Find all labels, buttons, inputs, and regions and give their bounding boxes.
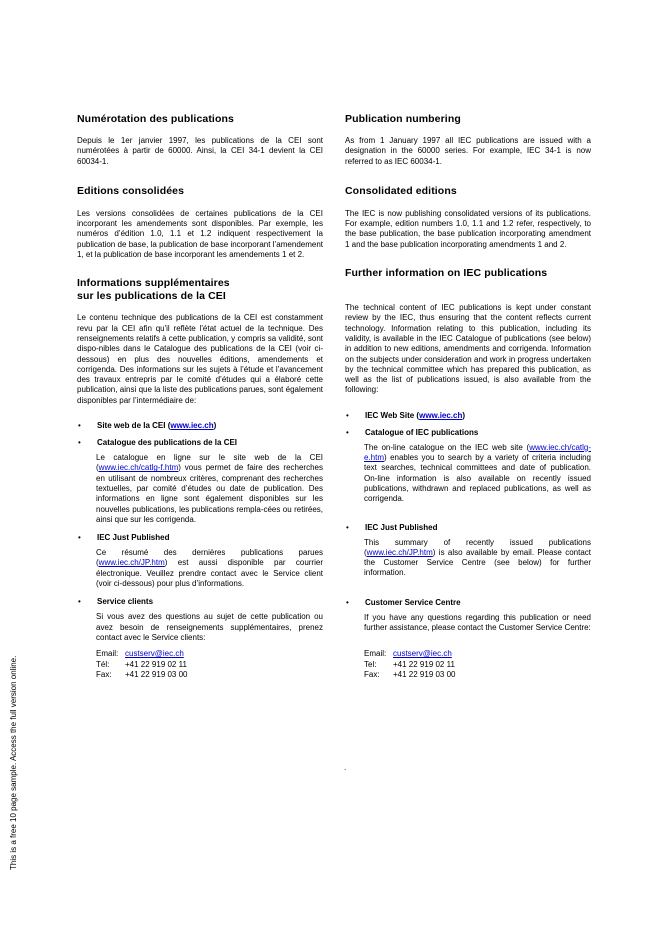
en-numbering-text: As from 1 January 1997 all IEC publications are issued with a designation in the 60000 series. For example, IEC 34-1 is now referred to as IEC 60034-1. xyxy=(345,136,591,166)
en-jp-item xyxy=(345,523,591,533)
bullet-icon: • xyxy=(78,438,81,448)
fr-jp-text xyxy=(77,548,323,589)
fr-further-text: Le contenu technique des publications de la CEI est constamment revu par la CEI afin qu'il reflète l'état actuel de la technique. Des renseignements relatifs à cette publication, y compris sa validité, sont dispo-nibles dans le Catalogue des publications de la CEI (voir ci-dessous) en plus des nouvelles éditions, amendements et corrigenda. Des informations sur les sujets à l’étude et l’avancement des travaux entrepris par le comité d’études qui a élaboré cette publication, ainsi que la liste des publications parues, sont également disponibles par l’intermédiaire de: xyxy=(77,313,323,405)
english-column xyxy=(345,113,591,680)
en-numbering-title: Publication numbering xyxy=(345,113,461,125)
en-jp-title: IEC Just Published xyxy=(365,522,438,532)
en-email-label: Email: xyxy=(364,649,387,659)
fr-jp-text-a: Ce résumé des dernières publications parues ( xyxy=(96,548,323,568)
fr-fax-row xyxy=(96,670,323,680)
fr-consolidated-text: Les versions consolidées de certaines publications de la CEI incorporant les amendements sont disponibles. Par exemple, les numéros d’édition 1.0, 1.1 et 1.2 indiquent respectivement la publication de base, la publication de base incorporant l’amendement 1, et la publication de base incorporant les amendements 1 et 2. xyxy=(77,208,323,260)
en-catalogue-text-a: The on-line catalogue on the IEC web site ( xyxy=(364,442,530,452)
en-jp-text-b: ) is also available by email. Please contact the Customer Service Centre (see below) for further information. xyxy=(364,547,591,578)
fr-consolidated-title: Editions consolidées xyxy=(77,184,185,197)
fr-fax-value: +41 22 919 03 00 xyxy=(125,669,188,679)
fr-email-label: Email: xyxy=(96,649,119,659)
bullet-icon: • xyxy=(346,522,349,532)
fr-further-title-line1: Informations supplémentaires xyxy=(77,277,230,290)
fr-contact-block xyxy=(77,649,323,680)
fr-jp-text-b: ) est aussi disponible par courrier électronique. Veuillez prendre contact avec le Service client (voir ci-dessous) pour plus d’informations. xyxy=(96,558,323,589)
bullet-icon: • xyxy=(346,410,349,420)
fr-catalogue-text xyxy=(77,453,323,525)
french-column xyxy=(77,113,323,680)
bullet-icon: • xyxy=(346,427,349,437)
fr-service-item xyxy=(77,597,323,607)
bullet-icon: • xyxy=(78,597,81,607)
fr-email-row xyxy=(96,649,323,659)
en-email-link[interactable]: custserv@iec.ch xyxy=(393,649,452,659)
en-website-link[interactable]: www.iec.ch xyxy=(419,410,463,420)
en-fax-row xyxy=(364,670,591,680)
fr-further-title xyxy=(77,277,323,303)
en-catalogue-text-b: ) enables you to search by a variety of criteria including text searches, technical committees and date of publication. On-line information is also available on recently issued publications, withdrawn and replaced publications, as well as corrigenda. xyxy=(364,453,591,504)
en-website-item xyxy=(345,411,591,421)
fr-numbering-text: Depuis le 1er janvier 1997, les publications de la CEI sont numérotées à partir de 60000. Ainsi, la CEI 34-1 devient la CEI 60034-1. xyxy=(77,136,323,166)
en-tel-value: +41 22 919 02 11 xyxy=(393,659,455,669)
en-catalogue-title: Catalogue of IEC publications xyxy=(365,427,479,437)
stray-mark: . xyxy=(344,763,347,772)
en-service-title: Customer Service Centre xyxy=(365,597,461,607)
fr-tel-value: +41 22 919 02 11 xyxy=(125,659,187,669)
fr-website-link[interactable]: www.iec.ch xyxy=(170,421,214,431)
en-email-row xyxy=(364,649,591,659)
en-website-label: IEC Web Site ( xyxy=(365,410,420,420)
en-fax-value: +41 22 919 03 00 xyxy=(393,669,456,679)
bullet-icon: • xyxy=(78,533,81,543)
en-catalogue-item xyxy=(345,428,591,438)
en-jp-link[interactable]: www.iec.ch/JP.htm xyxy=(366,547,433,557)
fr-email-link[interactable]: custserv@iec.ch xyxy=(125,649,184,659)
fr-catalogue-link[interactable]: www.iec.ch/catlg-f.htm xyxy=(98,463,179,473)
en-website-close: ) xyxy=(462,410,466,420)
en-catalogue-text xyxy=(345,443,591,505)
sample-notice: This is a free 10 page sample. Access the full version online. xyxy=(9,655,18,870)
fr-catalogue-text-b: ) vous permet de faire des recherches en utilisant de nombreux critères, comprenant des recherches textuelles, par comité d’études ou date de publication. Des informations en ligne sont également disponibles sur les nouvelles publications, les publications rempla-cées ou retirées, ainsi que sur les corrigenda. xyxy=(96,463,323,524)
fr-numbering-title: Numérotation des publications xyxy=(77,113,234,125)
fr-website-item xyxy=(77,421,323,431)
en-tel-label: Tel: xyxy=(364,659,377,669)
fr-catalogue-item xyxy=(77,438,323,448)
fr-tel-row xyxy=(96,660,323,670)
bullet-icon: • xyxy=(78,421,81,431)
fr-catalogue-title: Catalogue des publications de la CEI xyxy=(97,438,238,448)
fr-website-close: ) xyxy=(213,421,217,431)
en-service-item xyxy=(345,598,591,608)
en-tel-row xyxy=(364,660,591,670)
fr-service-text: Si vous avez des questions au sujet de cette publication ou avez besoin de renseignements supplémentaires, prenez contact avec le Service clients: xyxy=(96,612,323,642)
en-consolidated-text: The IEC is now publishing consolidated versions of its publications. For example, edition numbers 1.0, 1.1 and 1.2 refer, respectively, to the base publication, the base publication incorporating amendment 1 and the base publication incorporating amendments 1 and 2. xyxy=(345,208,591,249)
en-consolidated-title: Consolidated editions xyxy=(345,184,457,197)
fr-website-label: Site web de la CEI ( xyxy=(97,421,171,431)
fr-jp-title: IEC Just Published xyxy=(97,533,170,543)
fr-jp-item xyxy=(77,533,323,543)
fr-tel-label: Tél: xyxy=(96,659,110,669)
fr-further-title-line2: sur les publications de la CEI xyxy=(77,290,226,303)
en-jp-text-a: This summary of recently issued publications ( xyxy=(364,537,591,557)
en-contact-block xyxy=(345,649,591,680)
en-further-title: Further information on IEC publications xyxy=(345,267,548,280)
fr-jp-link[interactable]: www.iec.ch/JP.htm xyxy=(98,558,165,568)
en-catalogue-link[interactable]: www.iec.ch/catlg-e.htm xyxy=(364,442,591,463)
fr-catalogue-text-a: Le catalogue en ligne sur le site web de la CEI ( xyxy=(96,453,323,473)
en-service-text: If you have any questions regarding this publication or need further assistance, please contact the Customer Service Centre: xyxy=(364,612,591,633)
en-further-text: The technical content of IEC publications is kept under constant review by the IEC, thus ensuring that the content reflects current technology. Information relating to this publication, including its validity, is available in the IEC Catalogue of publications (see below) in addition to new editions, amendments and corrigenda. Information on the subjects under consideration and work in progress undertaken by the technical committee which has prepared this publication, as well as the list of publications issued, is also available from the following: xyxy=(345,303,591,395)
en-fax-label: Fax: xyxy=(364,669,380,679)
bullet-icon: • xyxy=(346,597,349,607)
en-jp-text xyxy=(345,538,591,579)
fr-fax-label: Fax: xyxy=(96,669,112,679)
fr-service-title: Service clients xyxy=(97,597,154,607)
